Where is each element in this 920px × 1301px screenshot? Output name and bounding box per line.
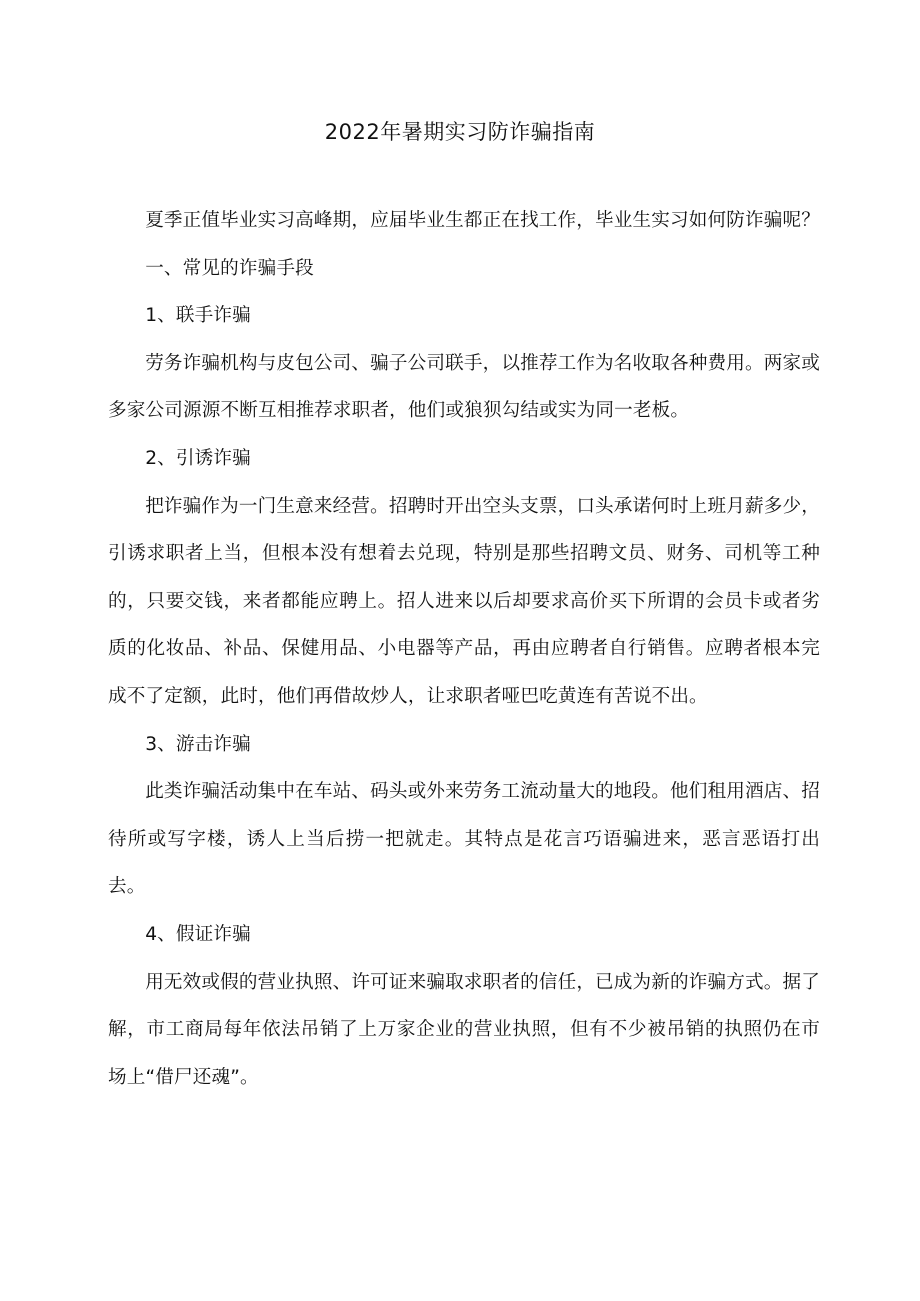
section-heading: 一、常见的诈骗手段 bbox=[145, 257, 314, 279]
document-title: 2022年暑期实习防诈骗指南 bbox=[324, 120, 596, 144]
intro-paragraph: 夏季正值毕业实习高峰期，应届毕业生都正在找工作，毕业生实习如何防诈骗呢？ bbox=[145, 210, 820, 231]
document-body bbox=[108, 197, 820, 1101]
body-paragraph: 用无效或假的营业执照、许可证来骗取求职者的信任，已成为新的诈骗方式。据了解，市工商局每年依法吊销了上万家企业的营业执照，但有不少被吊销的执照仍在市场上“借尸还魂”。 bbox=[108, 971, 820, 1088]
subsection-heading: 3、游击诈骗 bbox=[145, 733, 251, 755]
body-paragraph: 劳务诈骗机构与皮包公司、骗子公司联手，以推荐工作为名收取各种费用。两家或多家公司源源不断互相推荐求职者，他们或狼狈勾结或实为同一老板。 bbox=[108, 352, 820, 422]
subsection-heading: 4、假证诈骗 bbox=[145, 923, 251, 945]
body-paragraph: 把诈骗作为一门生意来经营。招聘时开出空头支票，口头承诺何时上班月薪多少，引诱求职者上当，但根本没有想着去兑现，特别是那些招聘文员、财务、司机等工种的，只要交钱，来者都能应聘上。招人进来以后却要求高价买下所谓的会员卡或者劣质的化妆品、补品、保健用品、小电器等产品，再由应聘者自行销售。应聘者根本完成不了定额，此时，他们再借故炒人，让求职者哑巴吃黄连有苦说不出。 bbox=[108, 495, 820, 707]
subsection-heading: 2、引诱诈骗 bbox=[145, 447, 251, 469]
body-paragraph: 此类诈骗活动集中在车站、码头或外来劳务工流动量大的地段。他们租用酒店、招待所或写字楼，诱人上当后捞一把就走。其特点是花言巧语骗进来，恶言恶语打出去。 bbox=[108, 781, 820, 898]
subsection-heading: 1、联手诈骗 bbox=[145, 305, 251, 327]
